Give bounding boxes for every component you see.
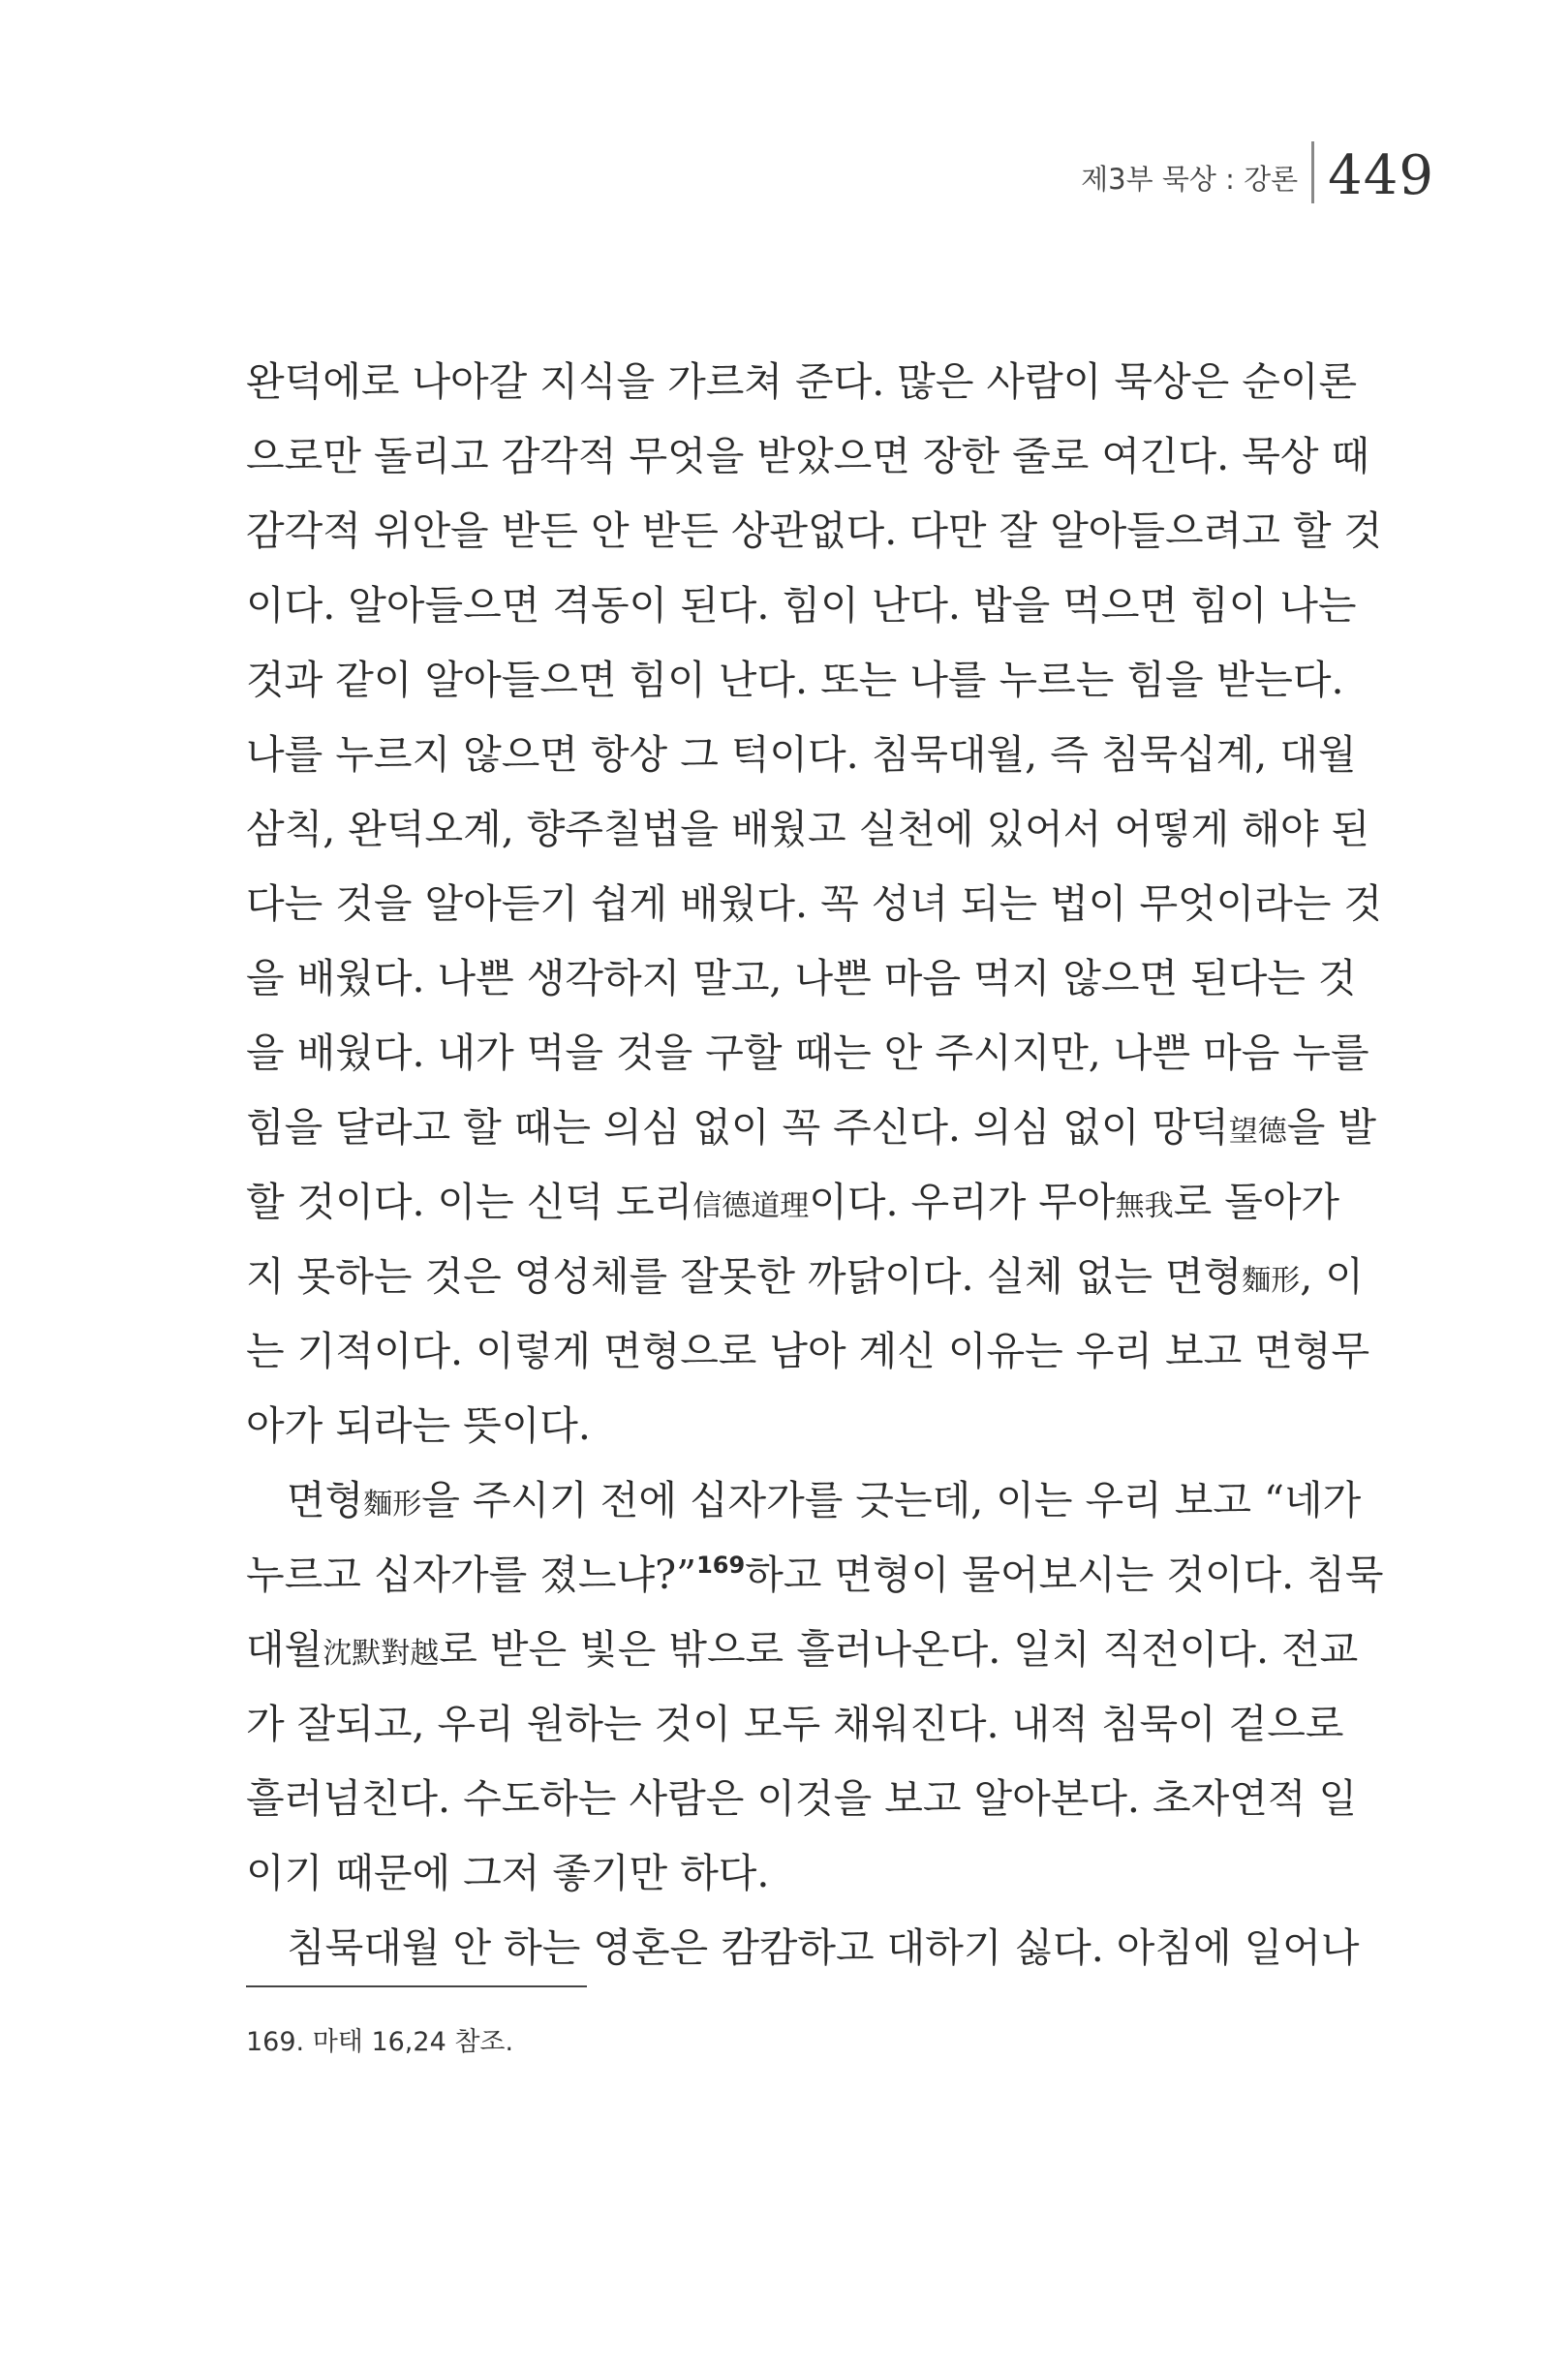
text-run: 완덕에로 나아갈 지식을 가르쳐 준다. 많은 사람이 묵상은 순이론: [246, 358, 1358, 405]
hanja-gloss: 信德道理: [692, 1189, 810, 1223]
page-number: 449: [1328, 144, 1434, 207]
text-line: [246, 1613, 1359, 1687]
text-line: [246, 1762, 1358, 1836]
body-text: [246, 345, 1384, 1985]
hanja-gloss: 沈默對越: [323, 1637, 440, 1671]
text-run: 것과 같이 알아들으면 힘이 난다. 또는 나를 누르는 힘을 받는다.: [246, 657, 1344, 703]
footnote: 169. 마태 16,24 참조.: [246, 2027, 514, 2057]
footnote-rule: [246, 1985, 587, 1987]
text-line: [246, 792, 1370, 867]
text-run: 다는 것을 알아듣기 쉽게 배웠다. 꼭 성녀 되는 법이 무엇이라는 것: [246, 880, 1383, 927]
text-run: 삼칙, 완덕오계, 향주칠법을 배웠고 실천에 있어서 어떻게 해야 된: [246, 806, 1370, 852]
text-line: [246, 569, 1357, 643]
text-run: 하고 면형이 물어보시는 것이다. 침묵: [745, 1552, 1384, 1598]
footnote-marker: 169: [696, 1552, 746, 1579]
hanja-gloss: 無我: [1115, 1189, 1174, 1223]
text-run: 이다. 알아들으면 격동이 된다. 힘이 난다. 밥을 먹으면 힘이 나는: [246, 582, 1357, 629]
text-run: 지 못하는 것은 영성체를 잘못한 까닭이다. 실체 없는 면형: [246, 1253, 1243, 1300]
text-run: 감각적 위안을 받든 안 받든 상관없다. 다만 잘 알아들으려고 할 것: [246, 507, 1383, 554]
hanja-gloss: 麵形: [363, 1488, 422, 1522]
text-run: 이기 때문에 그저 좋기만 하다.: [246, 1850, 770, 1896]
text-run: 로 돌아가: [1173, 1179, 1340, 1225]
text-line: [246, 1836, 1317, 1911]
hanja-gloss: 麵形: [1242, 1264, 1301, 1298]
text-run: 흘러넘친다. 수도하는 사람은 이것을 보고 알아본다. 초자연적 일: [246, 1775, 1358, 1822]
section-title: 제3부 묵상 : 강론: [1081, 163, 1299, 196]
running-head: [1081, 141, 1434, 207]
text-run: 이다. 우리가 무아: [809, 1179, 1116, 1225]
header-divider: [1311, 141, 1314, 203]
text-line: [246, 867, 1383, 941]
text-line: [246, 345, 1358, 419]
text-run: 침묵대월 안 하는 영혼은 캄캄하고 대하기 싫다. 아침에 일어나: [287, 1924, 1360, 1971]
text-run: 누르고 십자가를 졌느냐?”: [246, 1552, 697, 1598]
text-line: [246, 1538, 1384, 1613]
text-line: [246, 494, 1383, 569]
text-run: 나를 누르지 않으면 항상 그 턱이다. 침묵대월, 즉 침묵십계, 대월: [246, 731, 1357, 778]
text-line: [246, 1687, 1344, 1762]
text-line: [246, 1389, 1317, 1463]
text-run: 할 것이다. 이는 신덕 도리: [246, 1179, 693, 1225]
text-run: 는 기적이다. 이렇게 면형으로 남아 계신 이유는 우리 보고 면형무: [246, 1328, 1370, 1374]
text-line: [246, 1091, 1376, 1165]
text-line: [246, 643, 1344, 718]
text-line: [246, 1911, 1360, 1985]
hanja-gloss: 望德: [1228, 1115, 1287, 1149]
text-run: 을 배웠다. 내가 먹을 것을 구할 때는 안 주시지만, 나쁜 마음 누를: [246, 1030, 1369, 1076]
text-run: 가 잘되고, 우리 원하는 것이 모두 채워진다. 내적 침묵이 겉으로: [246, 1701, 1344, 1747]
text-run: 대월: [246, 1626, 323, 1673]
text-line: [246, 718, 1357, 792]
text-run: 을 주시기 전에 십자가를 긋는데, 이는 우리 보고 “네가: [421, 1477, 1362, 1523]
text-run: 을 발: [1286, 1104, 1376, 1151]
text-line: [246, 1165, 1340, 1240]
text-line: [246, 1016, 1369, 1091]
text-run: 힘을 달라고 할 때는 의심 없이 꼭 주신다. 의심 없이 망덕: [246, 1104, 1229, 1151]
text-run: 을 배웠다. 나쁜 생각하지 말고, 나쁜 마음 먹지 않으면 된다는 것: [246, 955, 1357, 1001]
text-line: [246, 1314, 1370, 1389]
text-run: 으로만 돌리고 감각적 무엇을 받았으면 장한 줄로 여긴다. 묵상 때: [246, 433, 1370, 479]
text-line: [246, 419, 1370, 494]
text-line: [246, 1240, 1364, 1314]
text-line: [246, 941, 1357, 1016]
text-run: 면형: [287, 1477, 364, 1523]
text-run: 아가 되라는 뜻이다.: [246, 1402, 591, 1449]
text-line: [246, 1463, 1362, 1538]
text-run: , 이: [1300, 1253, 1364, 1300]
text-run: 로 받은 빛은 밖으로 흘러나온다. 일치 직전이다. 전교: [439, 1626, 1359, 1673]
